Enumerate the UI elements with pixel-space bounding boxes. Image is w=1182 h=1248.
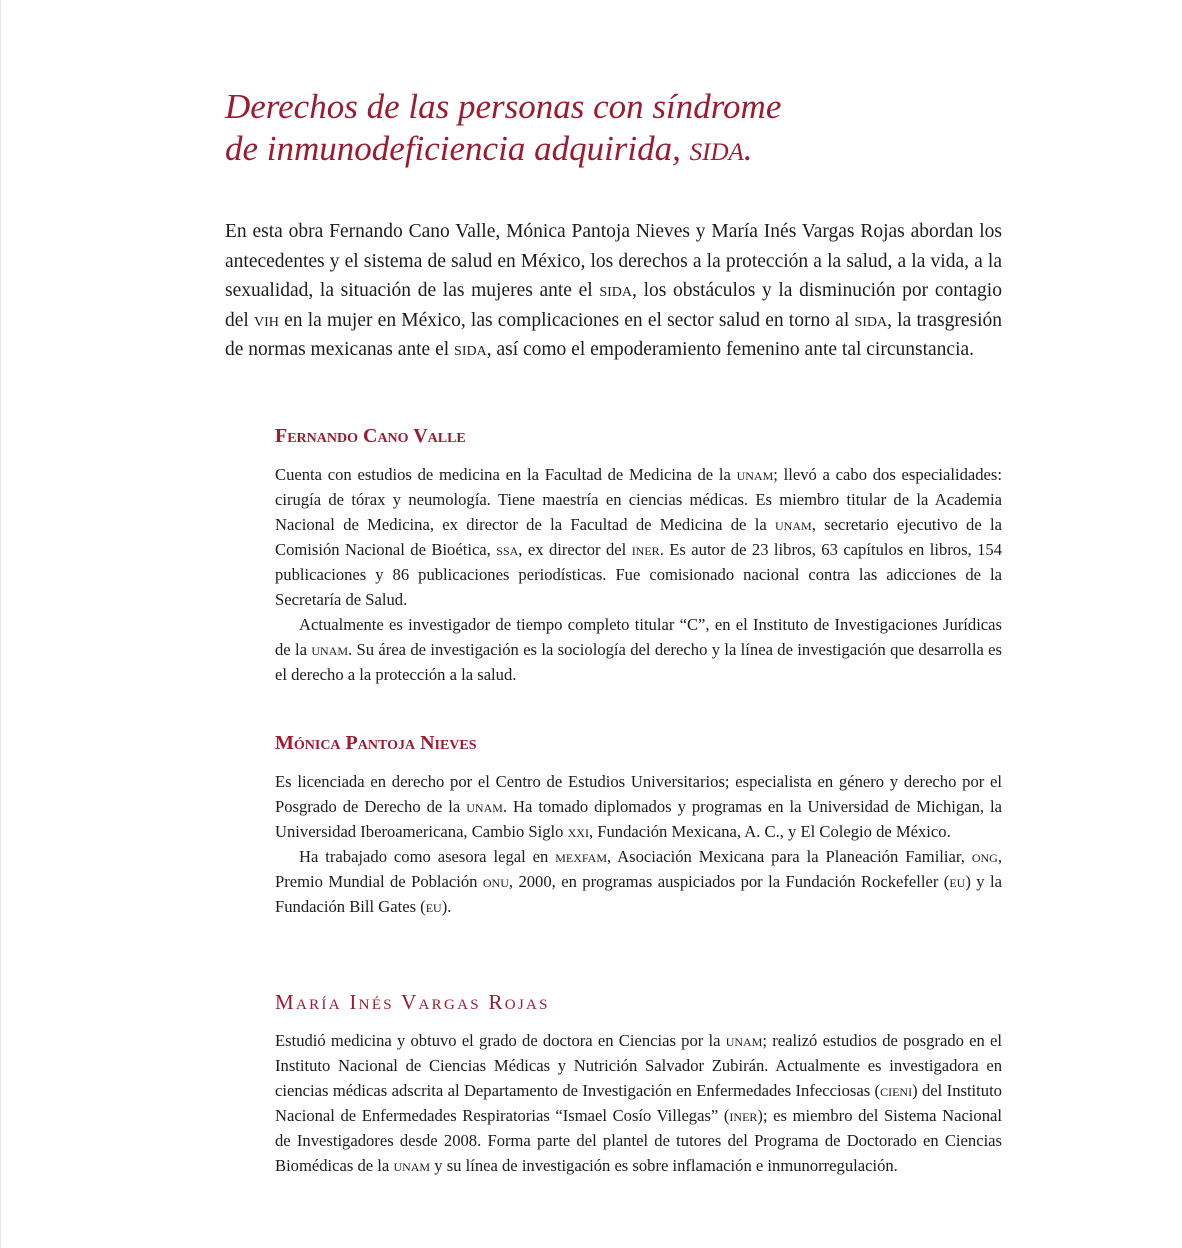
author-name: María Inés Vargas Rojas xyxy=(275,990,550,1014)
acronym: unam xyxy=(775,515,812,534)
author-bio-paragraph: Ha trabajado como asesora legal en mexfam, Asociación Mexicana para la Planeación Familiar, ong, Premio Mundial de Población onu, 2000, en programas auspiciados por la Fundación Rockefeller (eu) y la Fundación Bill Gates (eu). xyxy=(275,847,1002,916)
book-abstract: En esta obra Fernando Cano Valle, Mónica Pantoja Nieves y María Inés Vargas Rojas abordan los antecedentes y el sistema de salud en México, los derechos a la protección a la salud, a la vida, a la sexualidad, la situación de las mujeres ante el sida, los obstáculos y la disminución por contagio del vih en la mujer en México, las complicaciones en el sector salud en torno al sida, la trasgresión de normas mexicanas ante el sida, así como el empoderamiento femenino ante tal circunstancia. xyxy=(225,221,1003,360)
author-bio-paragraph: Actualmente es investigador de tiempo completo titular “C”, en el Instituto de Investigaciones Jurídicas de la unam. Su área de investigación es la sociología del derecho y la línea de investigación que desarrolla es el derecho a la protección a la salud. xyxy=(275,615,1003,684)
author-name: Mónica Pantoja Nieves xyxy=(275,732,477,754)
author-bio-paragraph: Cuenta con estudios de medicina en la Facultad de Medicina de la unam; llevó a cabo dos especialidades: cirugía de tórax y neumología. Tiene maestría en ciencias médicas. Es miembro titular de la Academia Nacional de Medicina, ex director de la Facultad de Medicina de la unam, secretario ejecutivo de la Comisión Nacional de Bioética, ssa, ex director del iner. Es autor de 23 libros, 63 capítulos en libros, 154 publicaciones y 86 publicaciones periodísticas. Fue comisionado nacional contra las adicciones de la Secretaría de Salud. xyxy=(275,465,1003,609)
acronym: unam xyxy=(466,797,503,816)
acronym: sida xyxy=(854,309,888,331)
author-bio-paragraph: Es licenciada en derecho por el Centro de Estudios Universitarios; especialista en género y derecho por el Posgrado de Derecho de la unam. Ha tomado diplomados y programas en la Universidad de Michigan, la Universidad Iberoamericana, Cambio Siglo xxi, Fundación Mexicana, A. C., y El Colegio de México. xyxy=(275,772,1002,841)
acronym: xxi xyxy=(567,822,589,841)
acronym: unam xyxy=(725,1031,763,1050)
acronym: unam xyxy=(311,640,349,659)
acronym: sida xyxy=(599,280,633,301)
acronym: eu xyxy=(949,872,966,891)
acronym: eu xyxy=(425,897,442,916)
title-line-2-text: de inmunodeficiencia adquirida, xyxy=(225,129,690,168)
title-abbreviation: sida xyxy=(689,129,744,168)
acronym: iner xyxy=(729,1106,758,1125)
author-section-vargas xyxy=(275,990,1002,1178)
acronym: mexfam xyxy=(555,847,608,866)
author-section-pantoja xyxy=(275,731,1002,919)
acronym: onu xyxy=(482,872,509,891)
book-title xyxy=(225,86,945,170)
acronym: ong xyxy=(971,847,998,866)
acronym: unam xyxy=(736,465,774,484)
title-line-2 xyxy=(225,128,945,170)
title-line-1: Derechos de las personas con síndrome xyxy=(225,87,782,126)
author-section-cano xyxy=(275,424,1002,687)
author-name: Fernando Cano Valle xyxy=(275,425,466,447)
title-period: . xyxy=(743,129,753,168)
acronym: iner xyxy=(631,540,660,559)
acronym: unam xyxy=(393,1156,431,1175)
acronym: cieni xyxy=(880,1081,913,1100)
acronym: sida xyxy=(454,339,487,360)
acronym: ssa xyxy=(496,540,519,559)
author-bio-paragraph: Estudió medicina y obtuvo el grado de doctora en Ciencias por la unam; realizó estudios de posgrado en el Instituto Nacional de Ciencias Médicas y Nutrición Salvador Zubirán. Actualmente es investigadora en ciencias médicas adscrita al Departamento de Investigación en Enfermedades Infecciosas (cieni) del Instituto Nacional de Enfermedades Respiratorias “Ismael Cosío Villegas” (iner); es miembro del Sistema Nacional de Investigadores desde 2008. Forma parte del plantel de tutores del Programa de Doctorado en Ciencias Biomédicas de la unam y su línea de investigación es sobre inflamación e inmunorregulación. xyxy=(275,1031,1003,1175)
acronym: vih xyxy=(254,309,279,331)
